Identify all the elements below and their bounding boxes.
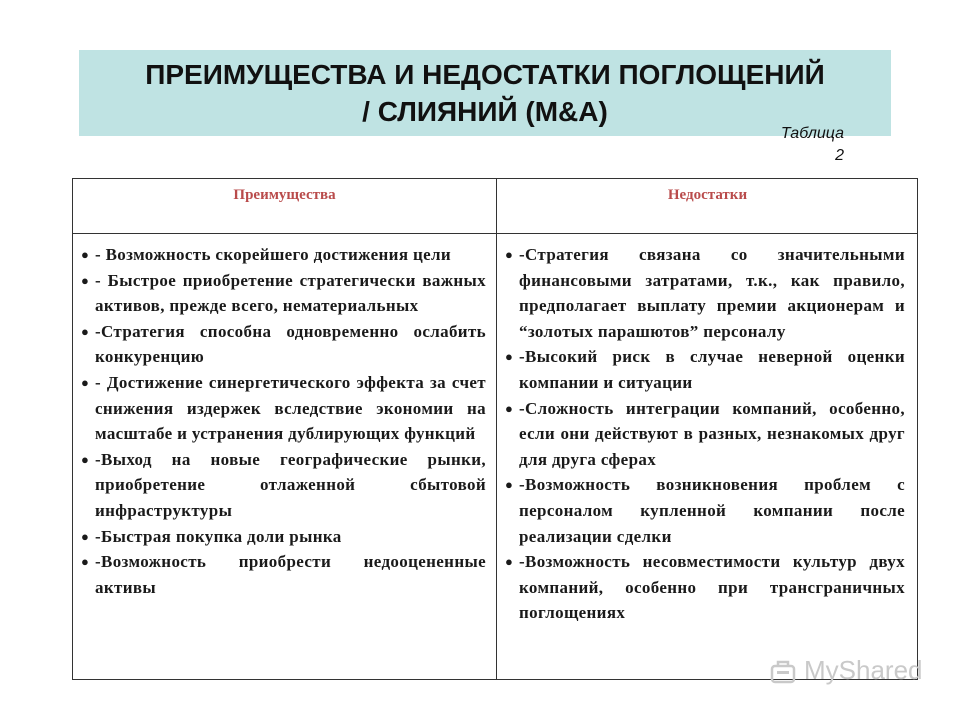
disadvantages-list bbox=[505, 242, 905, 626]
table-label-number: 2 bbox=[835, 147, 844, 164]
column-divider bbox=[496, 179, 497, 679]
bullet-icon: ● bbox=[81, 374, 90, 390]
advantage-item bbox=[81, 447, 486, 524]
advantage-item-text: - Возможность скорейшего достижения цели bbox=[95, 245, 452, 264]
bullet-icon: ● bbox=[81, 528, 90, 544]
advantages-list bbox=[81, 242, 486, 600]
advantage-item bbox=[81, 268, 486, 319]
disadvantage-item-text: -Высокий риск в случае неверной оценки компании и ситуации bbox=[519, 347, 905, 392]
advantage-item bbox=[81, 549, 486, 600]
bullet-icon: ● bbox=[81, 554, 90, 570]
disadvantage-item bbox=[505, 396, 905, 473]
disadvantages-column-header: Недостатки bbox=[667, 187, 748, 203]
table-number-label bbox=[781, 123, 844, 167]
advantage-item-text: -Стратегия способна одновременно ослабить конкуренцию bbox=[95, 321, 486, 367]
disadvantage-item-text: -Возможность несовместимости культур двух компаний, особенно при трансграничных поглощениях bbox=[519, 552, 905, 623]
title-line-2: / СЛИЯНИЙ (M&A) bbox=[362, 96, 608, 127]
bullet-icon: ● bbox=[81, 451, 90, 467]
table-label-word: Таблица bbox=[780, 125, 844, 142]
advantage-item-text: - Достижение синергетического эффекта за счет снижения издержек вследствие экономии на масштабе и устранения дублирующих функций bbox=[95, 372, 486, 444]
bullet-icon: ● bbox=[505, 477, 514, 493]
disadvantage-item-text: -Стратегия связана со значительными финансовыми затратами, т.к., как правило, предполагает выплату премии акционерам и “золотых парашютов” персоналу bbox=[519, 245, 905, 341]
myshared-watermark bbox=[768, 655, 923, 686]
disadvantage-item bbox=[505, 344, 905, 395]
bullet-icon: ● bbox=[505, 554, 514, 570]
bullet-icon: ● bbox=[505, 400, 514, 416]
disadvantage-item-text: -Сложность интеграции компаний, особенно, если они действуют в разных, незнакомых друг для друга сферах bbox=[519, 398, 905, 469]
bullet-icon: ● bbox=[81, 247, 90, 262]
page-title bbox=[79, 56, 891, 130]
disadvantage-item bbox=[505, 242, 905, 344]
header-row-divider bbox=[73, 233, 917, 234]
bullet-icon: ● bbox=[81, 272, 90, 288]
bullet-icon: ● bbox=[81, 323, 90, 339]
advantages-column-header: Преимущества bbox=[233, 187, 336, 203]
advantage-item bbox=[81, 242, 486, 268]
myshared-logo-icon bbox=[768, 656, 798, 686]
disadvantage-item-text: -Возможность возникновения проблем с персоналом купленной компании после реализации сделки bbox=[519, 475, 905, 546]
bullet-icon: ● bbox=[505, 247, 514, 262]
title-line-1: ПРЕИМУЩЕСТВА И НЕДОСТАТКИ ПОГЛОЩЕНИЙ bbox=[145, 59, 825, 90]
disadvantage-item bbox=[505, 472, 905, 549]
advantage-item bbox=[81, 524, 486, 550]
advantage-item-text: -Выход на новые географические рынки, приобретение отлаженной сбытовой инфраструктуры bbox=[95, 449, 486, 520]
advantage-item bbox=[81, 319, 486, 370]
bullet-icon: ● bbox=[505, 349, 514, 365]
advantage-item-text: - Быстрое приобретение стратегически важных активов, прежде всего, нематериальных bbox=[95, 270, 486, 316]
disadvantage-item bbox=[505, 549, 905, 626]
advantage-item bbox=[81, 370, 486, 447]
advantage-item-text: -Возможность приобрести недооцененные активы bbox=[95, 552, 486, 597]
advantage-item-text: -Быстрая покупка доли рынка bbox=[95, 526, 342, 546]
watermark-text: MyShared bbox=[804, 655, 923, 685]
comparison-table bbox=[72, 178, 918, 680]
